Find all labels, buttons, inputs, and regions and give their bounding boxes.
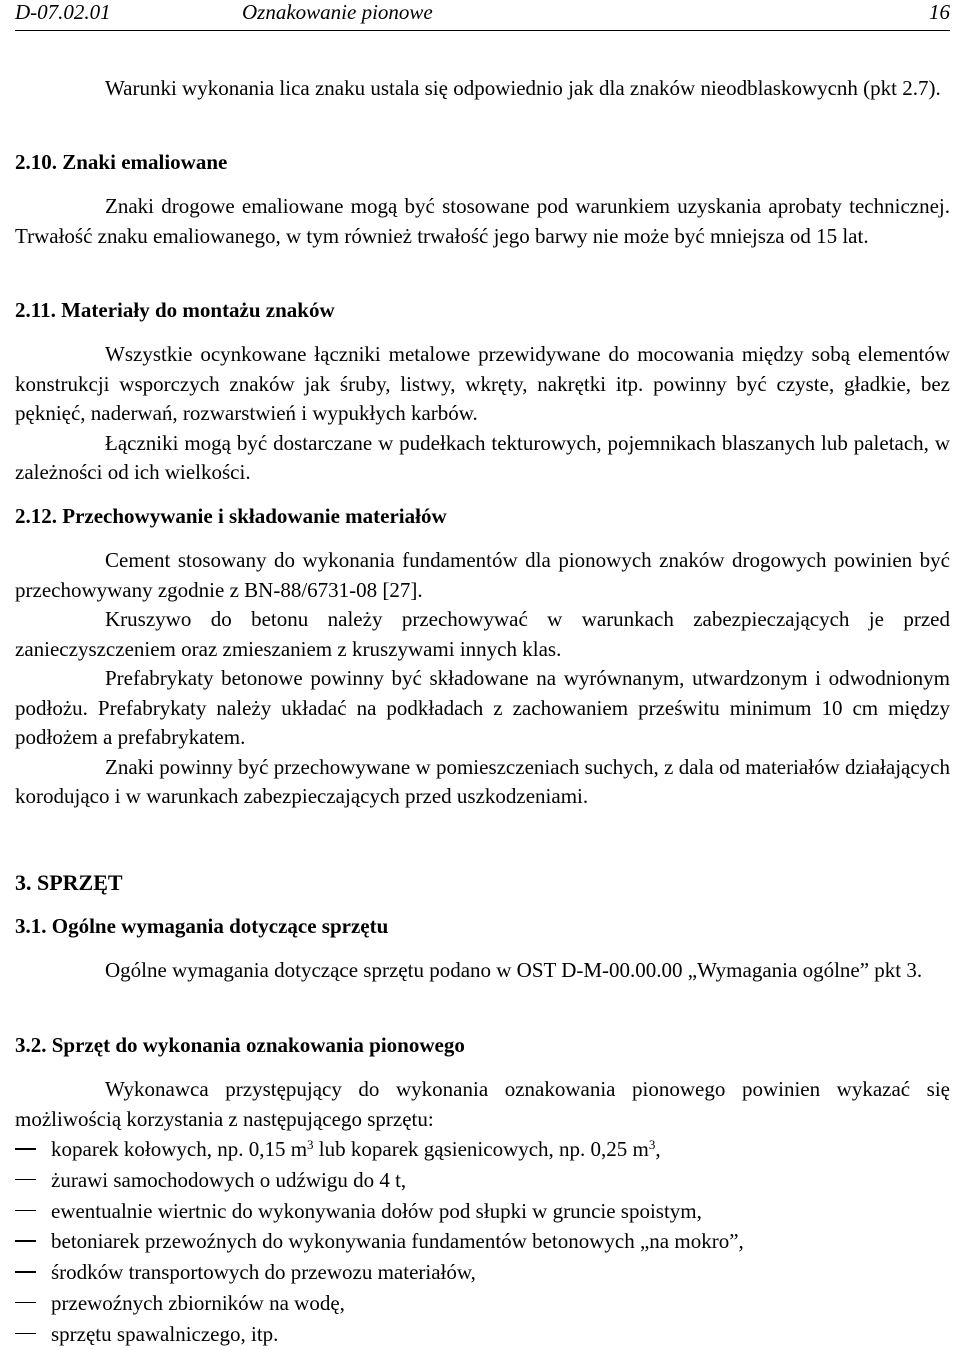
paragraph-lica-znaku: Warunki wykonania lica znaku ustala się odpowiednio jak dla znaków nieodblaskowycnh (pkt 2.7). [105,76,941,100]
list-item: żurawi samochodowych o udźwigu do 4 t, [15,1165,950,1196]
list-item: betoniarek przewoźnych do wykonywania fundamentów betonowych „na mokro”, [15,1226,950,1257]
document-title: Oznakowanie pionowe [242,0,433,24]
dash-bullet-icon [15,1271,36,1273]
paragraph-znaki-przechowywanie: Znaki powinny być przechowywane w pomieszczeniach suchych, z dala od materiałów działających korodująco i w warunkach zabezpieczających przed uszkodzeniami. [15,754,950,808]
section-heading-3-2: 3.2. Sprzęt do wykonania oznakowania pionowego [15,1033,465,1057]
paragraph-cement: Cement stosowany do wykonania fundamentów dla pionowych znaków drogowych powinien być przechowywany zgodnie z BN-88/6731-08 [27]. [15,548,950,602]
list-item: sprzętu spawalniczego, itp. [15,1319,950,1350]
dash-bullet-icon [15,1240,36,1242]
dash-bullet-icon [15,1148,36,1150]
chapter-heading-3: 3. SPRZĘT [15,870,123,895]
dash-bullet-icon [15,1210,36,1212]
dash-bullet-icon [15,1302,36,1304]
paragraph-wykonawca: Wykonawca przystępujący do wykonania oznakowania pionowego powinien wykazać się możliwością korzystania z następującego sprzętu: [15,1077,950,1131]
list-item: koparek kołowych, np. 0,15 $m^3$ lub koparek gąsienicowych, np. 0,25 $m^3$, [15,1134,950,1165]
paragraph-ogolne-wymagania: Ogólne wymagania dotyczące sprzętu podano w OST D-M-00.00.00 „Wymagania ogólne” pkt 3. [105,958,923,982]
paragraph-kruszywo: Kruszywo do betonu należy przechowywać w warunkach zabezpieczających je przed zanieczyszczeniem oraz zmieszaniem z kruszywami innych klas. [15,607,950,661]
list-item: środków transportowych do przewozu materiałów, [15,1257,950,1288]
dash-bullet-icon [15,1179,36,1181]
section-3-2-body [15,1075,950,1350]
section-heading-3-1: 3.1. Ogólne wymagania dotyczące sprzętu [15,914,389,938]
list-item: ewentualnie wiertnic do wykonywania dołów pod słupki w gruncie spoistym, [15,1196,950,1227]
document-code: D-07.02.01 [15,0,111,24]
paragraph-prefabrykaty: Prefabrykaty betonowe powinny być składowane na wyrównanym, utwardzonym i odwodnionym podłożu. Prefabrykaty należy układać na podkładach z zachowaniem prześwitu minimum 10 cm między podłożem a prefabrykatem. [15,666,950,749]
section-heading-2-11: 2.11. Materiały do montażu znaków [15,298,335,322]
page-number: 16 [929,0,950,24]
paragraph-laczniki: Wszystkie ocynkowane łączniki metalowe przewidywane do mocowania między sobą elementów konstrukcji wsporczych znaków jak śruby, listwy, wkręty, nakrętki itp. powinny być czyste, gładkie, bez pęknięć, naderwań, rozwarstwień i wypukłych karbów. [15,342,950,425]
section-2-12-body [15,546,950,812]
equipment-list [15,1134,950,1350]
document-page [15,0,950,1346]
list-item: przewoźnych zbiorników na wodę, [15,1288,950,1319]
paragraph-laczniki-dostawa: Łączniki mogą być dostarczane w pudełkach tekturowych, pojemnikach blaszanych lub paletach, w zależności od ich wielkości. [15,430,950,484]
section-2-11-body [15,340,950,488]
paragraph-znaki-emaliowane: Znaki drogowe emaliowane mogą być stosowane pod warunkiem uzyskania aprobaty technicznej. Trwałość znaku emaliowanego, w tym również trwałość jego barwy nie może być mniejsza od 15 lat. [15,194,950,248]
page-header [15,0,950,31]
section-heading-2-10: 2.10. Znaki emaliowane [15,150,228,174]
dash-bullet-icon [15,1333,36,1335]
section-heading-2-12: 2.12. Przechowywanie i składowanie materiałów [15,504,447,528]
